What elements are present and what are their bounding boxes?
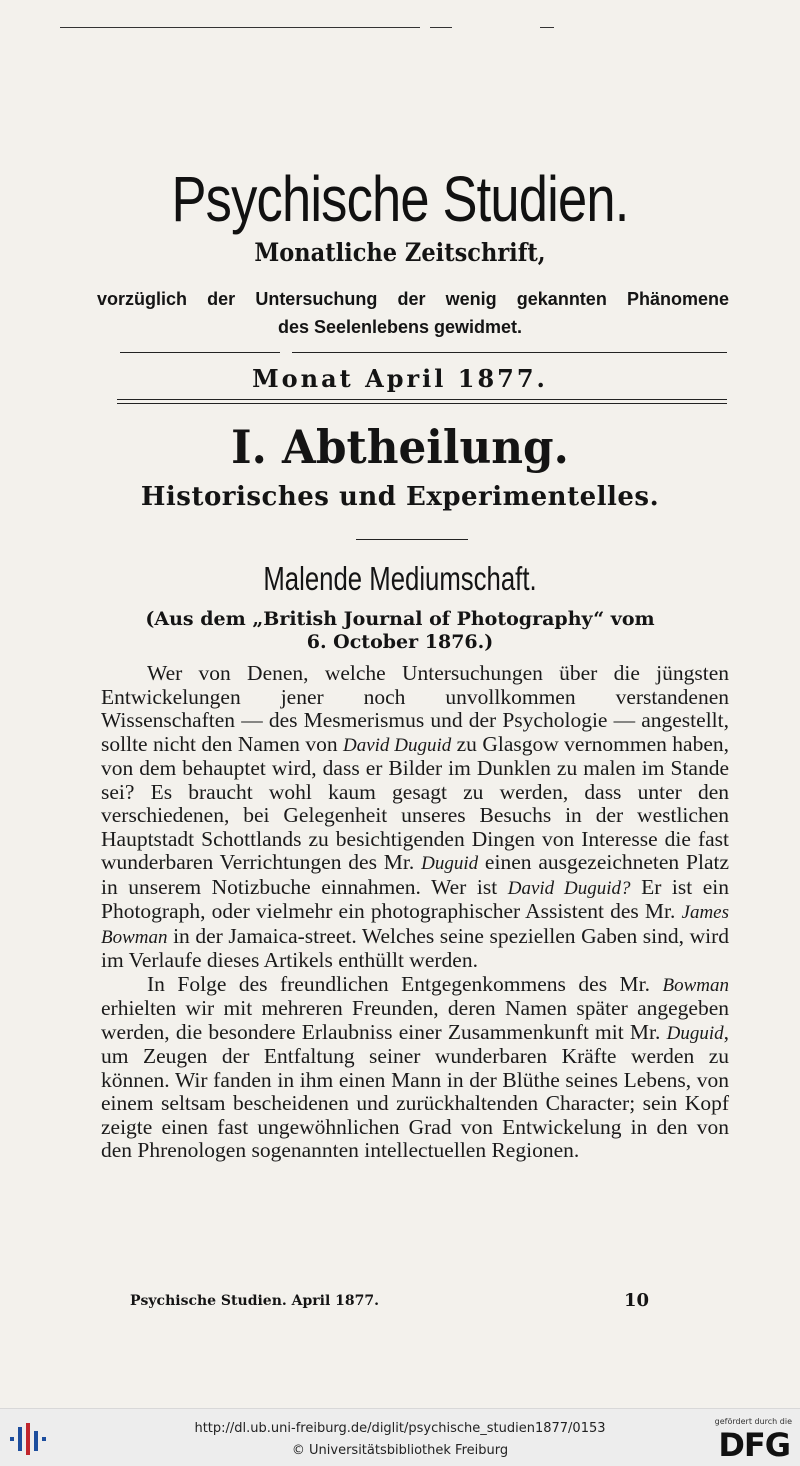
short-divider xyxy=(356,539,468,540)
text-run: , um Zeugen der Entfaltung seiner wunderbaren Kräfte werden zu können. Wir fanden in ihm einen Mann in der Blüthe seines Lebens, von einem seltsam bescheidenen und zurückhaltenden Character; sein Kopf zeigte einen fast ungewöhnlichen Grad von Entwickelung in den von den Phrenologen sogenannten intellectuellen Regionen. xyxy=(101,1019,729,1162)
article-body xyxy=(101,662,729,1163)
text-run: in der Jamaica-street. Welches seine speziellen Gaben sind, wird im Verlaufe dieses Artikels enthüllt werden. xyxy=(101,923,729,972)
article-source-line-2: 6. October 1876.) xyxy=(306,631,494,653)
text-run: Wer von Denen, welche Untersuchungen über die jüngsten Entwickelungen jener noch unvollkommen verstandenen Wissenschaften — des Mesmerismus und der Psychologie — angestellt, sollte nicht den Namen von xyxy=(101,661,729,756)
viewer-footer-bar xyxy=(0,1408,800,1466)
journal-title: Psychische Studien. xyxy=(171,163,629,235)
top-dashed-rule xyxy=(540,27,554,28)
text-run: In Folge des freundlichen Entgegenkommens des Mr. xyxy=(147,971,663,996)
section-heading: I. Abtheilung. xyxy=(231,420,569,474)
top-dashed-rule xyxy=(60,27,420,28)
paragraph-1 xyxy=(101,662,729,973)
double-rule-bottom xyxy=(117,403,727,404)
name-italic: James Bowman xyxy=(101,902,729,948)
name-italic: David Duguid? xyxy=(507,877,631,899)
divider-rule xyxy=(292,352,727,353)
text-run: einen ausgezeichneten Platz in unserem Notizbuche einnahmen. Wer ist xyxy=(101,850,730,899)
divider-rule xyxy=(120,352,280,353)
text-run: erhielten wir mit mehreren Freunden, deren Namen später angegeben werden, die besondere Erlaubniss einer Zusammenkunft mit Mr. xyxy=(101,996,729,1044)
article-source-line-1: (Aus dem „British Journal of Photography“ vom xyxy=(145,608,655,630)
top-dashed-rule xyxy=(430,27,452,28)
dedication-line-1: vorzüglich der Untersuchung der wenig gekannten Phänomene xyxy=(97,289,729,309)
article-title: Malende Mediumschaft. xyxy=(263,560,537,597)
name-italic: Duguid xyxy=(421,853,479,874)
text-run: Er ist ein Photograph, oder vielmehr ein photographischer Assistent des Mr. xyxy=(101,874,730,923)
running-footer-title: Psychische Studien. April 1877. xyxy=(130,1293,380,1309)
dfg-logo[interactable]: DFG xyxy=(718,1426,790,1464)
name-italic: Bowman xyxy=(662,974,729,996)
section-subheading: Historisches und Experimentelles. xyxy=(140,482,660,512)
issue-date: Monat April 1877. xyxy=(252,364,548,393)
journal-subtitle: Monatliche Zeitschrift, xyxy=(254,238,546,267)
name-italic: David Duguid xyxy=(343,734,452,756)
dfg-funding-caption: gefördert durch die xyxy=(714,1417,792,1426)
double-rule-top xyxy=(117,399,727,400)
copyright-notice: © Universitätsbibliothek Freiburg xyxy=(291,1443,509,1458)
dedication-line-2: des Seelenlebens gewidmet. xyxy=(277,317,523,337)
page-number: 10 xyxy=(624,1290,650,1311)
name-italic: Duguid xyxy=(666,1022,724,1044)
paragraph-2 xyxy=(101,973,729,1163)
permalink-url[interactable]: http://dl.ub.uni-freiburg.de/diglit/psychische_studien1877/0153 xyxy=(194,1421,606,1436)
text-run: zu Glasgow vernommen haben, von dem behauptet wird, dass er Bilder im Dunklen zu malen im Stande sei? Es braucht wohl kaum gesagt zu werden, dass unter den verschiedenen, bei Gelegenheit unseres Besuchs in der westlichen Hauptstadt Schottlands zu besichtigenden Dingen von Interesse die fast wunderbaren Verrichtungen des Mr. xyxy=(101,731,729,874)
